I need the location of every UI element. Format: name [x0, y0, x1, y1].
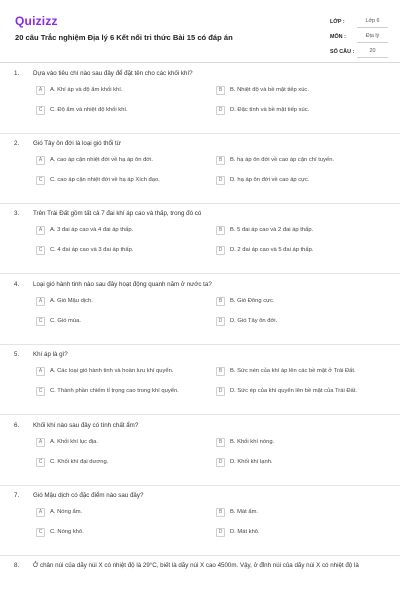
- option-text: C. Thành phần chiếm tỉ trọng cao trong khí quyển.: [50, 388, 179, 394]
- answer-option-c[interactable]: [36, 174, 160, 186]
- answer-option-b[interactable]: [216, 506, 258, 518]
- option-letter-box: C: [36, 317, 45, 326]
- option-letter-box: A: [36, 156, 45, 165]
- question-number: 7.: [14, 492, 20, 499]
- option-letter-box: A: [36, 297, 45, 306]
- answer-option-c[interactable]: [36, 456, 108, 468]
- option-text: C. 4 đai áp cao và 3 đai áp thấp.: [50, 247, 134, 253]
- worksheet-header: [0, 0, 400, 63]
- meta-row-subject: [330, 29, 388, 44]
- option-text: C. Gió mùa.: [50, 318, 81, 324]
- option-text: B. Gió Đông cực.: [230, 298, 275, 304]
- question-divider: [0, 133, 400, 134]
- option-letter-box: B: [216, 438, 225, 447]
- option-letter-box: C: [36, 387, 45, 396]
- answer-option-c[interactable]: [36, 526, 84, 538]
- question-text: Gió Tây ôn đới là loại gió thổi từ: [33, 140, 121, 147]
- option-letter-box: D: [216, 106, 225, 115]
- answer-option-b[interactable]: [216, 365, 356, 377]
- option-letter-box: A: [36, 86, 45, 95]
- option-letter-box: B: [216, 297, 225, 306]
- option-letter-box: D: [216, 317, 225, 326]
- answer-option-a[interactable]: [36, 224, 133, 236]
- option-text: D. 2 đai áp cao và 5 đai áp thấp.: [230, 247, 314, 253]
- answer-option-d[interactable]: [216, 104, 309, 116]
- answer-option-c[interactable]: [36, 104, 128, 116]
- option-letter-box: A: [36, 508, 45, 517]
- option-letter-box: B: [216, 86, 225, 95]
- worksheet-title: 20 câu Trắc nghiệm Địa lý 6 Kết nối tri thức Bài 15 có đáp án: [15, 33, 233, 42]
- answer-option-d[interactable]: [216, 456, 273, 468]
- option-text: B. Sức nén của khí áp lên các bề mặt ở Trái Đất.: [230, 368, 356, 374]
- meta-label: LỚP :: [330, 18, 345, 25]
- option-letter-box: D: [216, 387, 225, 396]
- option-text: D. Gió Tây ôn đới.: [230, 318, 278, 324]
- meta-row-question-count: [330, 44, 388, 59]
- question-text: Gió Mậu dịch có đặc điểm nào sau đây?: [33, 492, 144, 499]
- option-text: A. cao áp cận nhiệt đới về hạ áp ôn đới.: [50, 157, 153, 163]
- option-letter-box: B: [216, 156, 225, 165]
- option-text: C. Khối khí đại dương.: [50, 459, 109, 465]
- option-letter-box: C: [36, 528, 45, 537]
- question-number: 3.: [14, 210, 20, 217]
- option-text: D. Đặc tính và bề mặt tiếp xúc.: [230, 107, 310, 113]
- option-text: B. 5 đai áp cao và 2 đai áp thấp.: [230, 227, 314, 233]
- question-text: Khối khí nào sau đây có tính chất ẩm?: [33, 422, 139, 429]
- option-letter-box: D: [216, 176, 225, 185]
- answer-option-d[interactable]: [216, 315, 277, 327]
- quizizz-logo: Quizizz: [15, 14, 58, 28]
- question-divider: [0, 273, 400, 274]
- option-letter-box: B: [216, 367, 225, 376]
- option-letter-box: D: [216, 246, 225, 255]
- answer-option-d[interactable]: [216, 244, 313, 256]
- answer-option-b[interactable]: [216, 436, 274, 448]
- option-text: A. Gió Mậu dịch.: [50, 298, 93, 304]
- meta-row-grade: [330, 14, 388, 29]
- meta-value: 20: [357, 45, 388, 58]
- option-text: B. Khối khí nóng.: [230, 439, 275, 445]
- question-text: Khí áp là gì?: [33, 351, 68, 358]
- option-text: B. Nhiệt độ và bề mặt tiếp xúc.: [230, 87, 309, 93]
- question-text: Loại gió hành tinh nào sau đây hoạt động quanh năm ở nước ta?: [33, 281, 212, 288]
- option-text: A. 3 đai áp cao và 4 đai áp thấp.: [50, 227, 134, 233]
- answer-option-c[interactable]: [36, 385, 179, 397]
- option-text: B. Mát ẩm.: [230, 509, 259, 515]
- option-letter-box: C: [36, 246, 45, 255]
- question-text: Dựa vào tiêu chí nào sau đây để đặt tên cho các khối khí?: [33, 70, 193, 77]
- answer-option-a[interactable]: [36, 436, 98, 448]
- option-text: D. hạ áp ôn đới về cao áp cực.: [230, 177, 310, 183]
- question-number: 6.: [14, 422, 20, 429]
- question-divider: [0, 414, 400, 415]
- answer-option-a[interactable]: [36, 154, 153, 166]
- question-text: Ở chân núi của dãy núi X có nhiệt độ là 29°C, biết là dãy núi X cao 4500m. Vậy, ở đỉnh núi của dãy núi X có nhiệt độ là: [33, 562, 359, 569]
- question-divider: [0, 485, 400, 486]
- option-letter-box: D: [216, 528, 225, 537]
- answer-option-c[interactable]: [36, 315, 81, 327]
- option-text: D. Mát khô.: [230, 529, 260, 535]
- answer-option-d[interactable]: [216, 174, 310, 186]
- answer-option-b[interactable]: [216, 154, 334, 166]
- option-text: B. hạ áp ôn đới về cao áp cận chí tuyến.: [230, 157, 335, 163]
- meta-label: MÔN :: [330, 33, 346, 40]
- meta-value: Lớp 6: [357, 15, 388, 28]
- option-letter-box: B: [216, 508, 225, 517]
- option-letter-box: A: [36, 367, 45, 376]
- option-text: C. Nóng khô.: [50, 529, 84, 535]
- answer-option-d[interactable]: [216, 526, 260, 538]
- question-number: 8.: [14, 562, 20, 569]
- question-number: 2.: [14, 140, 20, 147]
- meta-label: SỐ CÂU :: [330, 48, 355, 55]
- question-number: 1.: [14, 70, 20, 77]
- answer-option-a[interactable]: [36, 84, 123, 96]
- option-letter-box: A: [36, 438, 45, 447]
- option-text: A. Khối khí lục địa.: [50, 439, 99, 445]
- option-letter-box: C: [36, 458, 45, 467]
- worksheet-meta: [330, 14, 388, 59]
- question-number: 4.: [14, 281, 20, 288]
- answer-option-a[interactable]: [36, 365, 173, 377]
- option-text: A. Nóng ẩm.: [50, 509, 83, 515]
- answer-option-d[interactable]: [216, 385, 357, 397]
- question-divider: [0, 203, 400, 204]
- option-text: C. Độ ẩm và nhiệt độ khối khí.: [50, 107, 128, 113]
- question-divider: [0, 555, 400, 556]
- meta-value: Địa lý: [357, 30, 388, 43]
- answer-option-b[interactable]: [216, 224, 313, 236]
- question-text: Trên Trái Đất gồm tất cả 7 đai khí áp cao và thấp, trong đó có: [33, 210, 202, 217]
- option-text: A. Khí áp và độ ẩm khối khí.: [50, 87, 123, 93]
- option-letter-box: D: [216, 458, 225, 467]
- answer-option-b[interactable]: [216, 295, 274, 307]
- option-letter-box: C: [36, 106, 45, 115]
- answer-option-b[interactable]: [216, 84, 309, 96]
- option-letter-box: A: [36, 226, 45, 235]
- option-text: D. Khối khí lạnh.: [230, 459, 273, 465]
- option-text: A. Các loại gió hành tinh và hoàn lưu khí quyển.: [50, 368, 174, 374]
- answer-option-c[interactable]: [36, 244, 133, 256]
- option-letter-box: B: [216, 226, 225, 235]
- question-number: 5.: [14, 351, 20, 358]
- option-text: C. cao áp cận nhiệt đới về hạ áp Xích đạo.: [50, 177, 160, 183]
- question-divider: [0, 344, 400, 345]
- answer-option-a[interactable]: [36, 506, 82, 518]
- option-text: D. Sức ép của khí quyển lên bề mặt của Trái Đất.: [230, 388, 357, 394]
- option-letter-box: C: [36, 176, 45, 185]
- answer-option-a[interactable]: [36, 295, 93, 307]
